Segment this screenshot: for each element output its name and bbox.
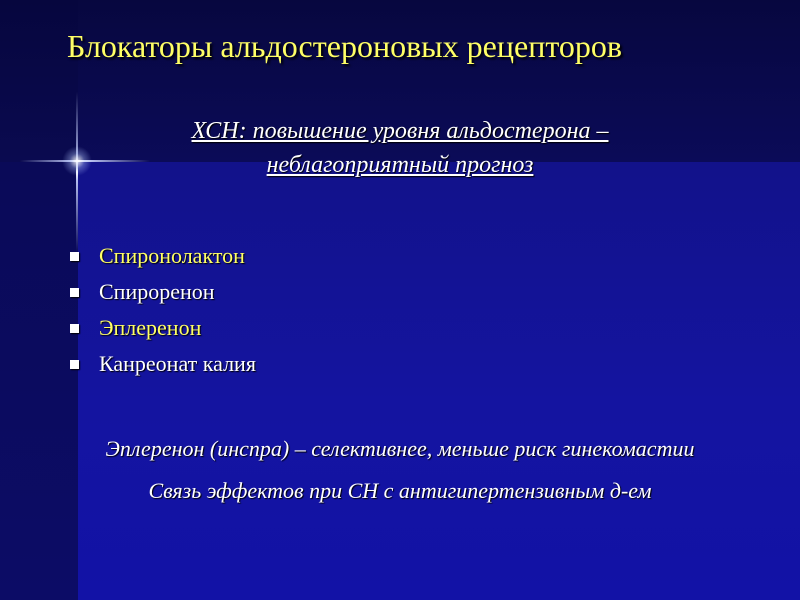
list-item-label: Спироренон (99, 279, 215, 304)
note-eplerenone: Эплеренон (инспра) – селективнее, меньше риск гинекомастии (105, 436, 695, 461)
square-bullet-icon (70, 252, 79, 261)
slide-subtitle (0, 114, 800, 182)
note-antihypertensive-effect: Связь эффектов при СН с антигипертензивным д-ем (148, 478, 652, 503)
square-bullet-icon (70, 288, 79, 297)
list-item (66, 238, 256, 274)
list-item-label: Канреонат калия (99, 351, 256, 376)
slide-title: Блокаторы альдостероновых рецепторов (67, 28, 622, 64)
list-item (66, 310, 256, 346)
list-item-label: Спиронолактон (99, 243, 245, 268)
square-bullet-icon (70, 324, 79, 333)
square-bullet-icon (70, 360, 79, 369)
subtitle-line-2: неблагоприятный прогноз (266, 152, 534, 178)
drug-list (66, 238, 256, 382)
subtitle-line-1: ХСН: повышение уровня альдостерона – (191, 118, 609, 144)
list-item (66, 346, 256, 382)
list-item (66, 274, 256, 310)
list-item-label: Эплеренон (99, 315, 202, 340)
